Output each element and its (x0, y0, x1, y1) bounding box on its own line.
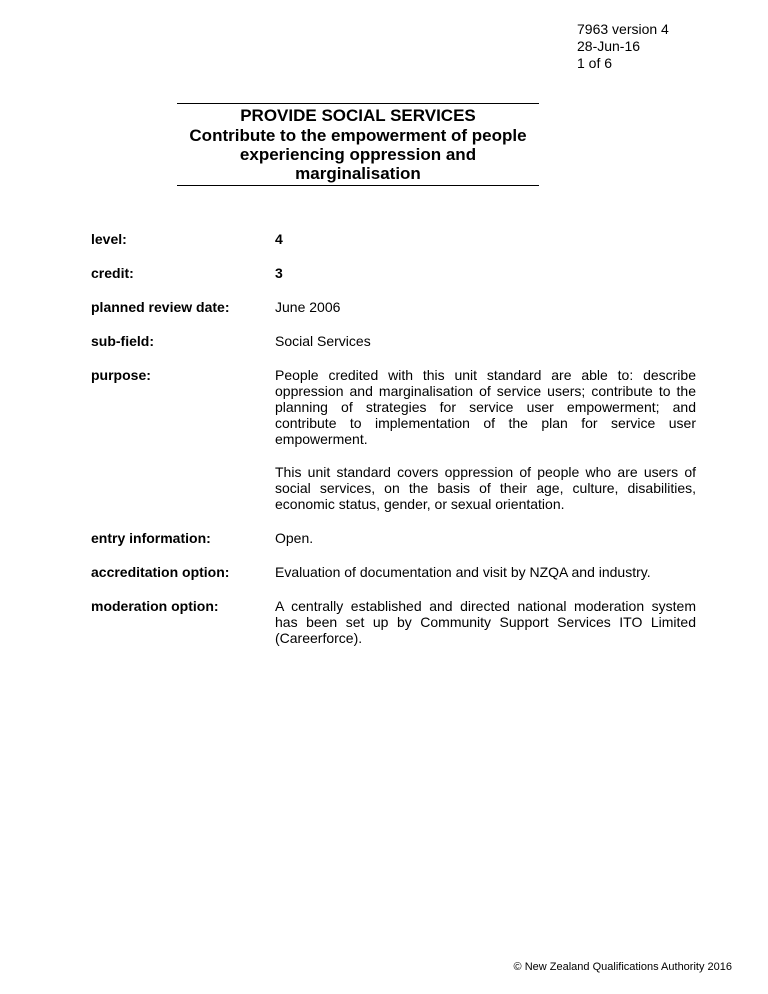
sub-field-label: sub-field: (91, 333, 154, 349)
purpose-value (275, 367, 696, 512)
purpose-paragraph-2: This unit standard covers oppression of people who are users of social services, on the basis of their age, culture, disabilities, economic status, gender, or sexual orientation. (275, 464, 696, 512)
accreditation-option-row (91, 564, 696, 580)
purpose-row (91, 367, 696, 512)
moderation-option-row (91, 598, 696, 646)
moderation-option-value: A centrally established and directed national moderation system has been set up by Community Support Services ITO Limited (Careerforce). (275, 598, 696, 646)
domain-title: PROVIDE SOCIAL SERVICES (240, 106, 476, 125)
purpose-label: purpose: (91, 367, 151, 383)
sub-field-value: Social Services (275, 333, 371, 349)
moderation-option-label: moderation option: (91, 598, 219, 614)
copyright-footer: © New Zealand Qualifications Authority 2016 (513, 961, 732, 973)
unit-title: Contribute to the empowerment of people experiencing oppression and marginalisation (189, 126, 527, 183)
level-value: 4 (275, 231, 283, 247)
document-header-meta (577, 21, 669, 72)
entry-information-label: entry information: (91, 530, 211, 546)
page-number: 1 of 6 (577, 55, 613, 71)
entry-information-row (91, 530, 696, 546)
review-date-label: planned review date: (91, 299, 230, 315)
review-date-value: June 2006 (275, 299, 341, 315)
entry-information-value: Open. (275, 530, 314, 546)
unit-standard-title (177, 103, 539, 186)
document-version: 7963 version 4 (577, 21, 669, 37)
credit-value: 3 (275, 265, 283, 281)
accreditation-option-label: accreditation option: (91, 564, 230, 580)
credit-row (91, 265, 696, 281)
unit-standard-details (91, 224, 696, 646)
document-date: 28-Jun-16 (577, 38, 641, 54)
level-label: level: (91, 231, 127, 247)
accreditation-option-value: Evaluation of documentation and visit by NZQA and industry. (275, 564, 651, 580)
credit-label: credit: (91, 265, 134, 281)
purpose-paragraph-1: People credited with this unit standard are able to: describe oppression and marginalisation of service users; contribute to the planning of strategies for service user empowerment; and contribute to implementation of the plan for service user empowerment. (275, 367, 696, 447)
sub-field-row (91, 333, 696, 349)
review-date-row (91, 299, 696, 315)
level-row (91, 231, 696, 247)
